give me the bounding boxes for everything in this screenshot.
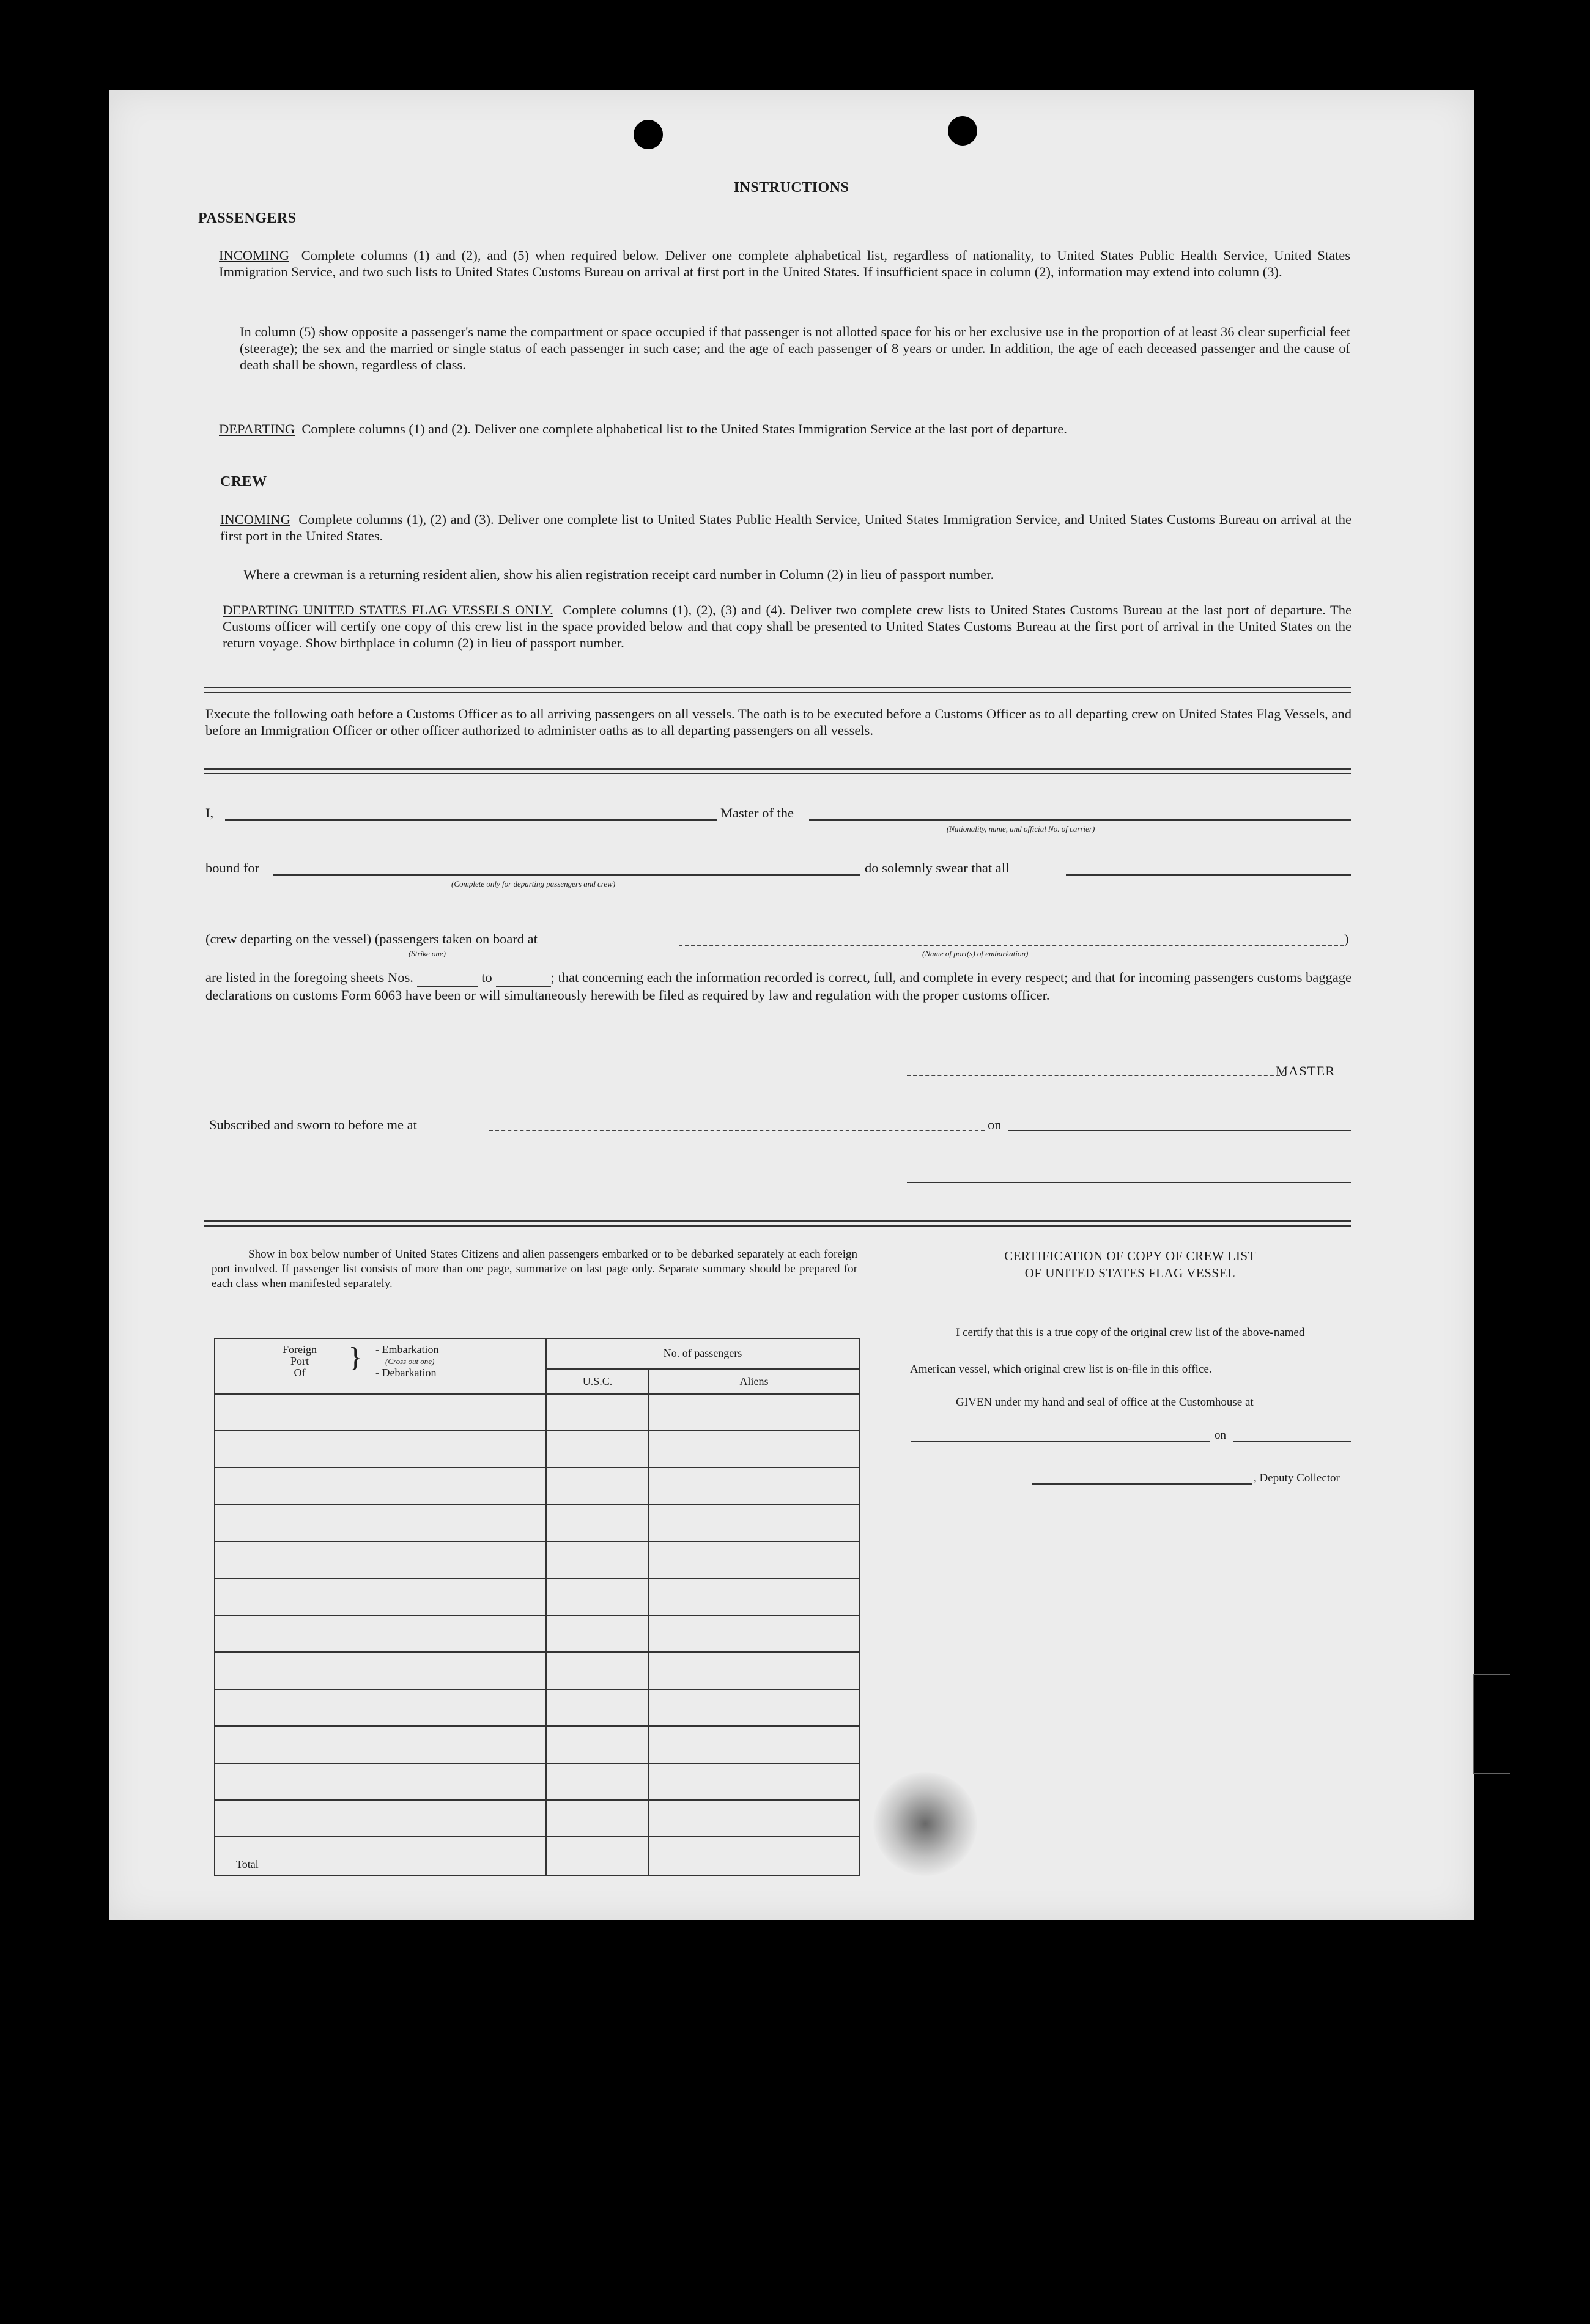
listed-paragraph — [205, 969, 1352, 1003]
bound-for-label: bound for — [205, 860, 260, 876]
corner-stamp-box — [1473, 1674, 1511, 1774]
flag-vessels — [223, 602, 1352, 651]
summary-row[interactable] — [215, 1615, 859, 1652]
no-passengers-header: No. of passengers — [546, 1338, 859, 1369]
summary-row[interactable] — [215, 1800, 859, 1837]
bound-for-field[interactable] — [273, 874, 860, 876]
certification-title: CERTIFICATION OF COPY OF CREW LIST OF UNITED STATES FLAG VESSEL — [1004, 1249, 1256, 1280]
instructions-title: INSTRUCTIONS — [733, 180, 849, 196]
aliens-header: Aliens — [649, 1369, 859, 1394]
subscribed-on-label: on — [988, 1117, 1002, 1132]
crewman-text: Where a crewman is a returning resident alien, show his alien registration receipt card number in Column (2) in lieu of passport number. — [243, 567, 994, 582]
passenger-summary-table — [214, 1338, 860, 1876]
certify-line-1: I certify that this is a true copy of the original crew list of the above-named — [956, 1326, 1305, 1339]
close-paren: ) — [1344, 931, 1349, 946]
swear-label: do solemnly swear that all — [865, 860, 1010, 876]
column5-text: In column (5) show opposite a passenger's name the compartment or space occupied if that passenger is not allotted space for his or her exclusive use in the proportion of at least 36 clear superficial feet (steerage); the sex and the married or single status of each passenger in such case; and the age of each passenger of 8 years or under. In addition, the age of each deceased passenger and the cause of death shall be shown, regardless of class. — [240, 324, 1350, 372]
total-usc-cell[interactable] — [546, 1837, 649, 1875]
summary-row[interactable] — [215, 1763, 859, 1800]
ink-smudge — [873, 1772, 977, 1876]
embarkation-option[interactable]: - Embarkation — [375, 1343, 439, 1356]
oath-intro: Execute the following oath before a Customs Officer as to all arriving passengers on all vessels. The oath is to be executed before a Customs Officer as to all departing crew on United States Flag Vessels, and before an Immigration Officer or other officer authorized to administer oaths as to all departing passengers on all vessels. — [205, 706, 1352, 738]
passengers-departing — [219, 421, 1350, 437]
foreign-port-of: Foreign Port Of — [283, 1343, 317, 1379]
summary-row[interactable] — [215, 1505, 859, 1541]
flag-label: DEPARTING UNITED STATES FLAG VESSELS ONLY. — [223, 602, 553, 618]
summary-row[interactable] — [215, 1541, 859, 1578]
crew-incoming-text: Complete columns (1), (2) and (3). Deliver one complete list to United States Public Health Service, United States Immigration Service, and United States Customs Bureau on arrival at the first port in the United States. — [220, 512, 1352, 544]
punch-hole-right — [948, 116, 977, 146]
deputy-signature-field[interactable] — [1032, 1483, 1252, 1485]
sworn-date-field[interactable] — [1008, 1130, 1352, 1131]
deputy-collector-label: , Deputy Collector — [1254, 1472, 1340, 1485]
crew-heading: CREW — [220, 474, 267, 490]
flag-text: Complete columns (1), (2), (3) and (4). Deliver two complete crew lists to United States Customs Bureau at the last port of departure. The Customs officer will certify one copy of this crew list in the space provided below and that copy shall be presented to United States Customs Bureau at the first port of arrival in the United States on the return voyage. Show birthplace in column (2) in lieu of passport number. — [223, 602, 1352, 651]
punch-hole-left — [634, 120, 663, 149]
rule-3 — [204, 1220, 1352, 1227]
officer-signature-field[interactable] — [907, 1182, 1352, 1183]
cert-date-field[interactable] — [1233, 1441, 1352, 1442]
total-label: Total — [215, 1837, 546, 1875]
summary-row[interactable] — [215, 1726, 859, 1763]
incoming-label: INCOMING — [219, 248, 289, 263]
given-line: GIVEN under my hand and seal of office at the Customhouse at — [956, 1396, 1254, 1409]
oath-i-label: I, — [205, 805, 214, 821]
debarkation-option[interactable]: - Debarkation — [375, 1367, 437, 1379]
column5-paragraph — [240, 323, 1350, 373]
departing-label: DEPARTING — [219, 421, 295, 437]
subscribed-label: Subscribed and sworn to before me at — [209, 1117, 417, 1132]
usc-header: U.S.C. — [546, 1369, 649, 1394]
summary-row[interactable] — [215, 1394, 859, 1431]
carrier-note: (Nationality, name, and official No. of carrier) — [947, 824, 1095, 833]
listed-b: ; that concerning each the information recorded is correct, full, and complete in every respect; and that for incoming passengers customs baggage declarations on customs Form 6063 have been or will simultaneously herewith be filed as required by law and regulation with the proper customs officer. — [205, 970, 1352, 1003]
summary-row[interactable] — [215, 1652, 859, 1689]
cert-on-label: on — [1215, 1429, 1226, 1442]
master-label: MASTER — [1276, 1063, 1336, 1079]
customhouse-field[interactable] — [911, 1441, 1210, 1442]
carrier-field[interactable] — [809, 819, 1352, 821]
total-aliens-cell[interactable] — [649, 1837, 859, 1875]
swear-field[interactable] — [1066, 874, 1352, 876]
form-page — [109, 90, 1474, 1920]
summary-row[interactable] — [215, 1467, 859, 1504]
crewman-paragraph — [243, 566, 1352, 583]
master-of-label: Master of the — [720, 805, 794, 821]
rule-2 — [204, 768, 1352, 774]
summary-row[interactable] — [215, 1579, 859, 1615]
embark-debark-options — [375, 1344, 438, 1379]
crew-departing-label: (crew departing on the vessel) (passengers taken on board at — [205, 931, 538, 946]
crew-incoming-label: INCOMING — [220, 512, 290, 527]
embarkation-port-field[interactable] — [679, 945, 1344, 946]
master-signature-field[interactable] — [907, 1075, 1286, 1076]
master-name-field[interactable] — [225, 819, 717, 821]
passengers-incoming — [219, 247, 1350, 280]
crew-incoming — [220, 511, 1352, 544]
port-note: (Name of port(s) of embarkation) — [922, 949, 1029, 958]
sheet-to-field[interactable] — [496, 969, 551, 987]
summary-row[interactable] — [215, 1689, 859, 1726]
rule-1 — [204, 687, 1352, 693]
sheet-from-field[interactable] — [417, 969, 478, 987]
cross-out-note: (Cross out one) — [385, 1357, 435, 1366]
listed-to: to — [481, 970, 492, 985]
departing-text: Complete columns (1) and (2). Deliver one complete alphabetical list to the United States Immigration Service at the last port of departure. — [301, 421, 1067, 437]
certify-line-2: American vessel, which original crew list is on-file in this office. — [910, 1363, 1212, 1376]
passengers-heading: PASSENGERS — [198, 210, 297, 226]
sworn-place-field[interactable] — [489, 1130, 985, 1131]
incoming-text: Complete columns (1) and (2), and (5) when required below. Deliver one complete alphabetical list, regardless of nationality, to United States Public Health Service, United States Immigration Service, and two such lists to United States Customs Bureau on arrival at first port in the United States. If insufficient space in column (2), information may extend into column (3). — [219, 248, 1351, 279]
port-header-cell — [215, 1338, 546, 1394]
summary-instructions: Show in box below number of United States Citizens and alien passengers embarked or to be debarked separately at each foreign port involved. If passenger list consists of more than one page, summarize on last page only. Separate summary should be prepared for each class when manifested separately. — [212, 1248, 857, 1290]
total-row[interactable] — [215, 1837, 859, 1875]
bound-note: (Complete only for departing passengers and crew) — [451, 879, 616, 888]
summary-row[interactable] — [215, 1431, 859, 1467]
strike-note: (Strike one) — [409, 949, 446, 958]
brace-glyph: } — [349, 1341, 363, 1373]
listed-a: are listed in the foregoing sheets Nos. — [205, 970, 413, 985]
